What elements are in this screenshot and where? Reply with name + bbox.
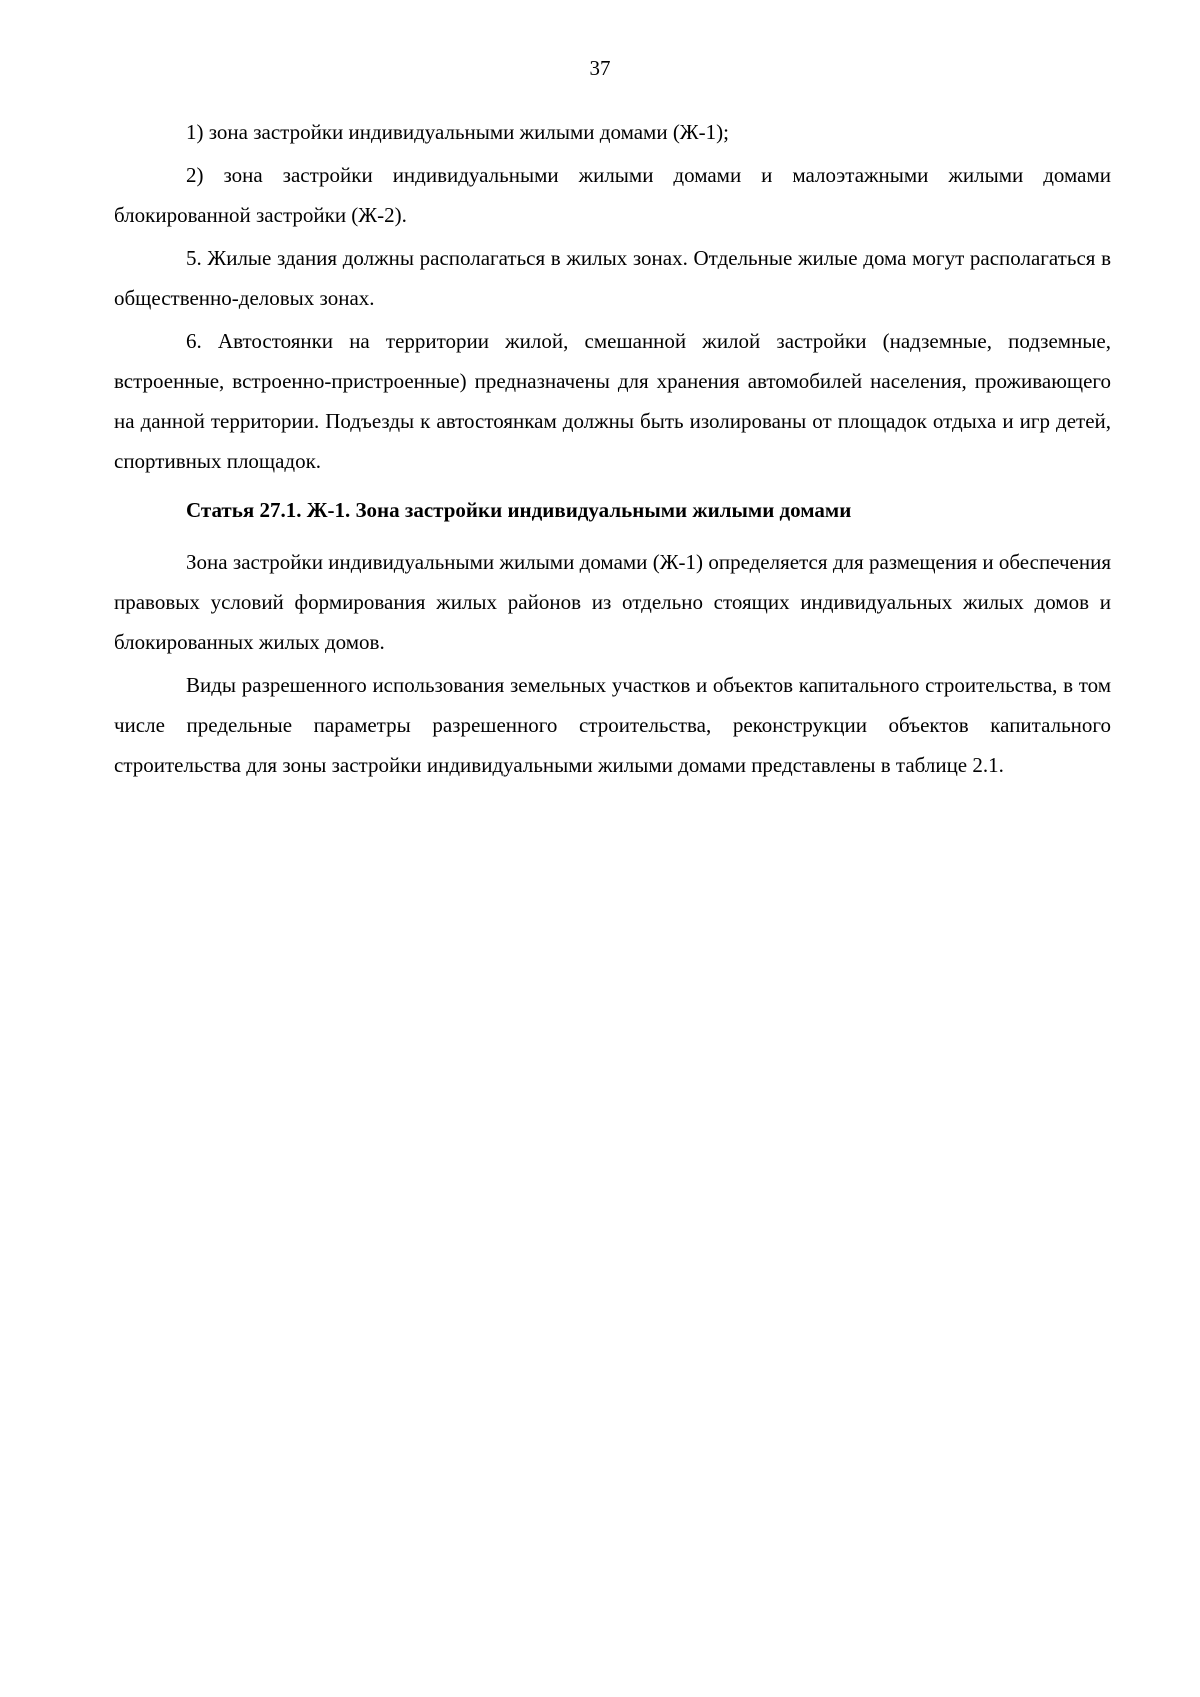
paragraph-item-6: 6. Автостоянки на территории жилой, смешанной жилой застройки (надземные, подземные, встроенные, встроенно-пристроенные) предназначены для хранения автомобилей населения, проживающего на данной территории. Подъезды к автостоянкам должны быть изолированы от площадок отдыха и игр детей, спортивных площадок. — [114, 329, 1111, 473]
article-heading: Статья 27.1. Ж-1. Зона застройки индивидуальными жилыми домами — [186, 498, 852, 522]
paragraph-item-5: 5. Жилые здания должны располагаться в жилых зонах. Отдельные жилые дома могут располагаться в общественно-деловых зонах. — [114, 246, 1111, 310]
paragraph-zone-zh1: 1) зона застройки индивидуальными жилыми домами (Ж-1); — [186, 120, 729, 144]
page-number: 37 — [589, 56, 611, 80]
paragraph-permitted-uses: Виды разрешенного использования земельных участков и объектов капитального строительства, в том числе предельные параметры разрешенного строительства, реконструкции объектов капитального строительства для зоны застройки индивидуальными жилыми домами представлены в таблице 2.1. — [114, 673, 1111, 777]
paragraph-zone-definition: Зона застройки индивидуальными жилыми домами (Ж-1) определяется для размещения и обеспечения правовых условий формирования жилых районов из отдельно стоящих индивидуальных жилых домов и блокированных жилых домов. — [114, 550, 1111, 654]
paragraph-zone-zh2: 2) зона застройки индивидуальными жилыми домами и малоэтажными жилыми домами блокированной застройки (Ж-2). — [114, 163, 1111, 227]
page-content — [114, 112, 1111, 788]
